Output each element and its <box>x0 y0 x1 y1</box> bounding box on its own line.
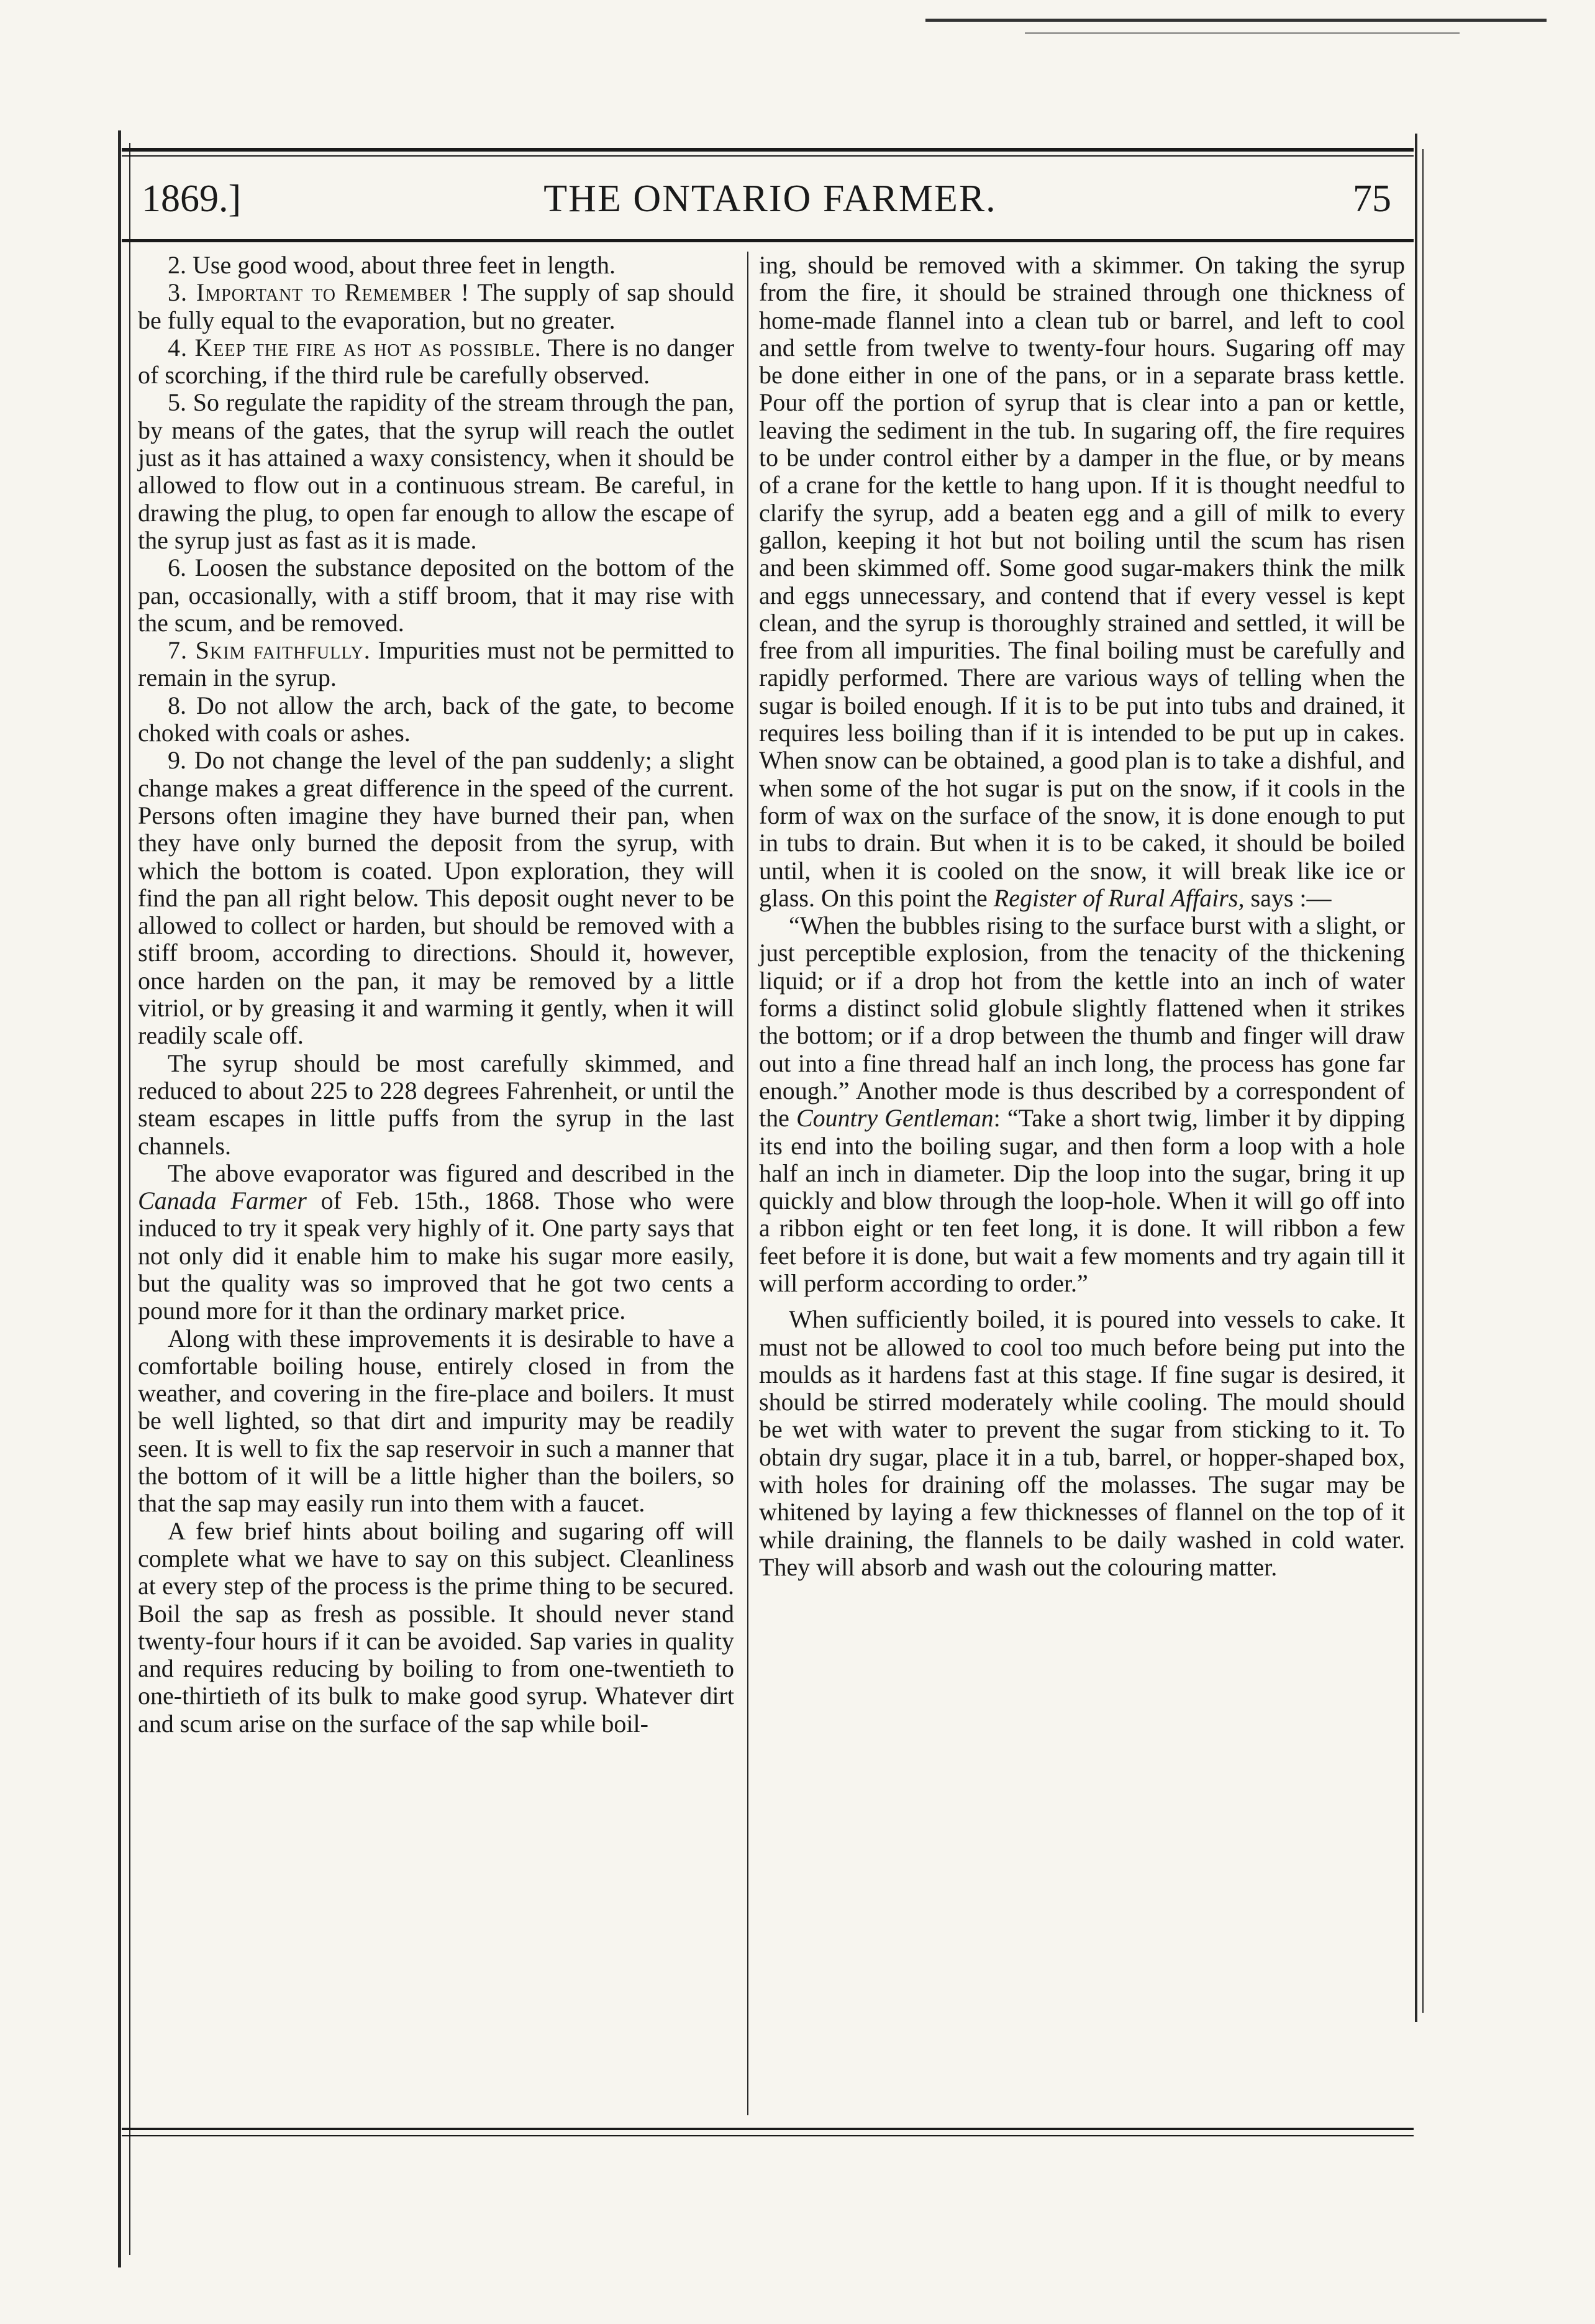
rule-heading: 4. Keep the fire as hot as possible. <box>168 333 542 362</box>
paragraph-text: There is no danger of scorching, if the third rule be carefully observed. <box>138 333 735 390</box>
paragraph <box>138 747 734 1049</box>
paragraph <box>138 252 734 279</box>
paragraph <box>759 912 1405 1297</box>
rule-heading: 3. Important to Remember ! <box>168 278 470 307</box>
paragraph-text: The syrup should be most carefully skimmed, and reduced to about 225 to 228 degrees Fahrenheit, or until the steam escapes in little puffs from the syrup in the last channels. <box>138 1049 734 1160</box>
paragraph-text: When sufficiently boiled, it is poured into vessels to cake. It must not be allowed to cool too much before being put into the moulds as it hardens fast at this stage. If fine sugar is desired, it should be stirred moderately while cooling. The mould should be wet with water to prevent the sugar from sticking to it. To obtain dry sugar, place it in a tub, barrel, or hopper-shaped box, with holes for draining off the molasses. The sugar may be whitened by laying a few thicknesses of flannel on the top of it while draining, the flannels to be daily washed in cold water. They will absorb and wash out the colouring matter. <box>759 1305 1405 1581</box>
paragraph-text: “When the bubbles rising to the surface burst with a slight, or just perceptible explosion, from the tenacity of the thickening liquid; or if a drop hot from the kettle into an inch of water forms a distinct solid globule slightly flattened when it strikes the bottom; or if a drop between the thumb and finger will draw out into a fine thread half an inch long, the process has gone far enough.” Another mode is thus described by a correspondent of the <box>759 911 1405 1132</box>
footer-rule <box>122 2128 1414 2130</box>
rule-heading: 7. Skim faithfully. <box>168 636 371 665</box>
paragraph <box>138 1160 734 1325</box>
paragraph <box>138 389 734 554</box>
paragraph-text: Impurities must not be permitted to remain in the syrup. <box>138 636 734 692</box>
paragraph-text: 2. Use good wood, about three feet in length. <box>168 251 616 279</box>
journal-title: THE ONTARIO FARMER. <box>543 178 997 220</box>
page-frame-right <box>1415 134 1417 2022</box>
paragraph-text: The above evaporator was figured and described in the <box>168 1159 734 1187</box>
paragraph-text: ing, should be removed with a skimmer. On taking the syrup from the fire, it should be strained through one thickness of home-made flannel into a clean tub or barrel, and left to cool and settle from twelve to twenty-four hours. Sugaring off may be done either in one of the pans, or in a separate brass kettle. Pour off the portion of syrup that is clear into a pan or kettle, leaving the sediment in the tub. In sugaring off, the fire requires to be under control either by a damper in the flue, or by means of a crane for the kettle to hang upon. If it is thought needful to clarify the syrup, add a beaten egg and a gill of milk to every gallon, keeping it hot but not boiling until the scum has risen and been skimmed off. Some good sugar-makers think the milk and eggs unnecessary, and contend that if every vessel is kept clean, and the syrup is thoroughly strained and settled, it will be free from all impurities. The final boiling must be carefully and rapidly performed. There are various ways of telling when the sugar is boiled enough. If it is to be put into tubs and drained, it requires less boiling than if it is intended to be put up in cakes. When snow can be obtained, a good plan is to take a dishful, and when some of the hot sugar is put on the snow, if it cools in the form of wax on the surface of the snow, it is done enough to put in tubs to drain. But when it is to be caked, it should be boiled until, when it is cooled on the snow, it will break like ice or glass. On this point the <box>759 251 1405 912</box>
paragraph <box>138 692 734 747</box>
paragraph-text: 8. Do not allow the arch, back of the gate, to become choked with coals or ashes. <box>138 691 734 747</box>
paragraph-text: The supply of sap should be fully equal to the evaporation, but no greater. <box>138 278 734 334</box>
page-frame-left-inner <box>129 143 130 2255</box>
paragraph-text: 5. So regulate the rapidity of the stream through the pan, by means of the gates, that the syrup will reach the outlet just as it has attained a waxy consistency, when it should be allowed to flow out in a continuous stream. Be careful, in drawing the plug, to open far enough to allow the escape of the syrup just as fast as it is made. <box>138 388 734 554</box>
publication-title: Country Gentleman <box>796 1104 994 1132</box>
paragraph <box>138 1050 734 1160</box>
paragraph <box>759 252 1405 912</box>
page-number: 75 <box>1353 178 1391 220</box>
paragraph <box>138 554 734 637</box>
left-column <box>138 252 734 1738</box>
paragraph <box>138 637 734 692</box>
paragraph-text-continued: of Feb. 15th., 1868. Those who were induced to try it speak very highly of it. One party says that not only did it enable him to make his sugar more easily, but the quality was so improved that he got two cents a pound more for it than the ordinary market price. <box>138 1187 734 1325</box>
paragraph <box>138 279 734 334</box>
header-rule-top-thin <box>122 155 1414 157</box>
page-frame-right-inner <box>1422 149 1424 2013</box>
paragraph-text-continued: : “Take a short twig, limber it by dipping its end into the boiling sugar, and then form a loop with a hole half an inch in diameter. Dip the loop into the sugar, bring it up quickly and blow through the loop-hole. When it will go off into a ribbon eight or ten feet long, it is done. It will ribbon a few feet before it is done, but wait a few moments and try again till it will perform according to order.” <box>759 1104 1406 1297</box>
paragraph-text: 9. Do not change the level of the pan suddenly; a slight change makes a great difference in the speed of the current. Persons often imagine they have burned their pan, when they have only burned the deposit from the syrup, with which the bottom is coated. Upon exploration, they will find the pan all right below. This deposit ought never to be allowed to collect or harden, but should be removed with a stiff broom, according to directions. Should it, however, once harden on the pan, it may be removed by a little vitriol, or by greasing it and warming it gently, when it will readily scale off. <box>138 746 734 1050</box>
publication-title: Canada Farmer <box>138 1187 307 1215</box>
right-column <box>759 252 1405 1581</box>
publication-title: Register of Rural Affairs, <box>993 883 1245 912</box>
paragraph <box>138 1518 734 1738</box>
page-header <box>130 177 1410 227</box>
footer-rule-thin <box>122 2135 1414 2136</box>
column-divider <box>747 252 748 2115</box>
paragraph-text: 6. Loosen the substance deposited on the bottom of the pan, occasionally, with a stiff broom, that it may rise with the scum, and be removed. <box>138 554 734 637</box>
page-frame-left <box>118 130 121 2267</box>
header-rule-top <box>122 148 1414 152</box>
scan-edge-mark-2 <box>1025 32 1460 34</box>
header-rule-bottom <box>122 239 1414 242</box>
paragraph-text: Along with these improvements it is desirable to have a comfortable boiling house, entirely closed in from the weather, and covering in the fire-place and boilers. It must be well lighted, so that dirt and impurity may be readily seen. It is well to fix the sap reservoir in such a manner that the bottom of it will be a little higher than the boilers, so that the sap may easily run into them with a faucet. <box>138 1324 734 1518</box>
paragraph <box>138 334 734 390</box>
paragraph <box>759 1306 1405 1581</box>
header-date: 1869.] <box>142 178 242 220</box>
scan-edge-mark <box>925 19 1547 22</box>
paragraph <box>138 1325 734 1518</box>
paragraph-text: A few brief hints about boiling and sugaring off will complete what we have to say on this subject. Cleanliness at every step of the process is the prime thing to be secured. Boil the sap as fresh as possible. It should never stand twenty-four hours if it can be avoided. Sap varies in quality and requires reducing by boiling to from one-twentieth to one-thirtieth of its bulk to make good syrup. Whatever dirt and scum arise on the surface of the sap while boil- <box>138 1516 734 1738</box>
paragraph-text-continued: says :— <box>1244 883 1332 912</box>
